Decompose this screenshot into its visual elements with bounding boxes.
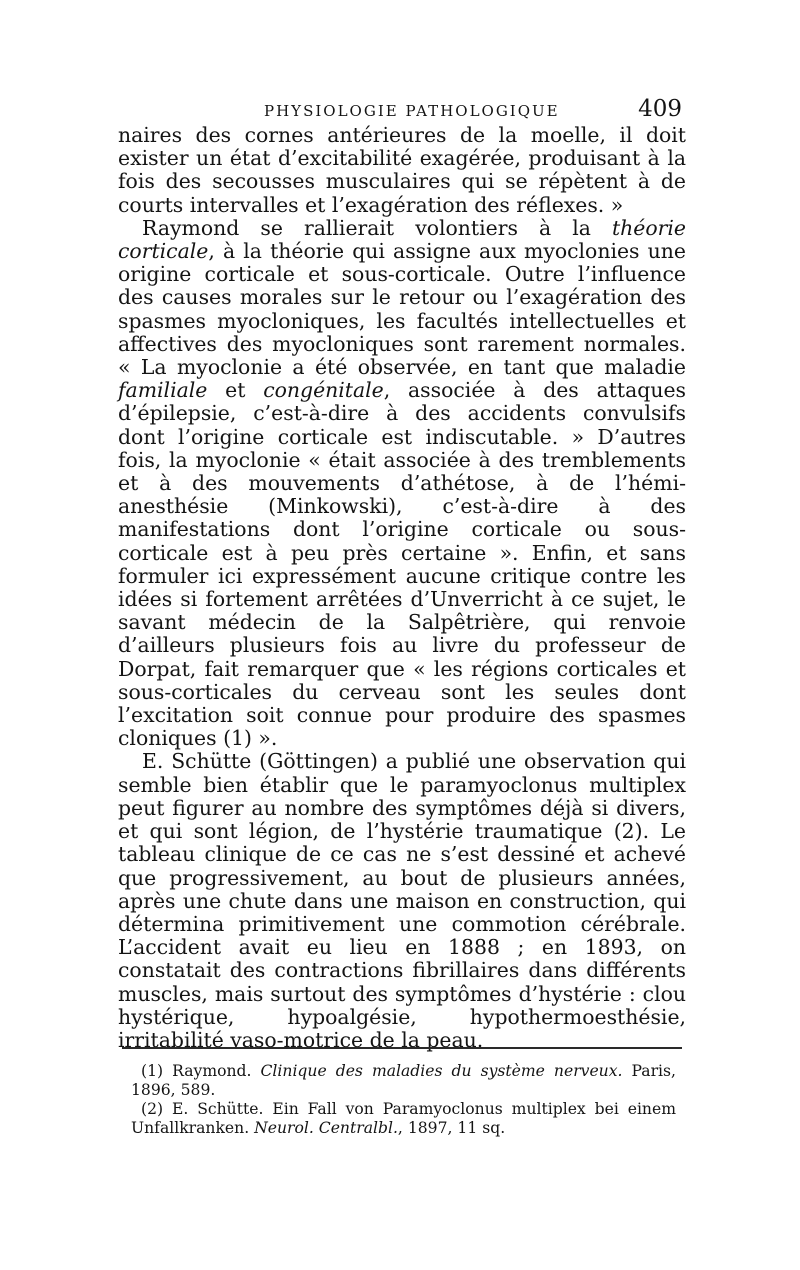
text-run: , 1897, 11 sq. [397,1119,506,1137]
italic-text-run: congénitale [263,378,384,403]
text-run: , à la théorie qui assigne aux myoclonies une origine corticale et sous-corticale. Outre l’influence des causes morales sur le retour ou l’exagération des spasmes myocloniques, les facultés intellectuelles et affectives des myocloniques sont rarement normales. « La myoclonie a été observée, en tant que maladie [118,239,686,380]
text-run: (2) E. Schütte. Ein Fall von Paramyoclonus multiplex bei einem Unfallkranken. [131,1100,676,1137]
page-number: 409 [638,96,682,122]
text-run: (1) Raymond. [141,1062,261,1080]
text-run: et [207,378,264,403]
text-run: Raymond se rallierait volontiers à la [142,215,612,240]
italic-text-run: théorie corticale [118,215,686,264]
italic-text-run: Clinique des maladies du système nerveux. [260,1062,623,1080]
text-run: E. Schütte (Göttingen) a publié une observation qui semble bien établir que le paramyoclonus multiplex peut figurer au nombre des symptômes déjà si divers, et qui sont légion, de l’hystérie traumatique (2). Le tableau clinique de ce cas ne s’est dessiné et achevé que progressivement, au bout de plusieurs années, après une chute dans une maison en construction, qui détermina primitivement une commotion cérébrale. L’accident avait eu lieu en 1888 ; en 1893, on constatait des contractions fibrillaires dans différents muscles, mais surtout des symptômes d’hystérie : clou hystérique, hypoalgésie, hypothermoesthésie, irritabilité vaso-motrice de la peau. [118,749,686,1052]
page-header [122,96,682,126]
paragraph [118,750,686,1052]
footnote [131,1062,676,1100]
footnotes [131,1062,676,1138]
footnote [131,1100,676,1138]
paragraph [118,124,686,217]
text-run: Paris, 1896, 589. [131,1062,676,1099]
running-title: PHYSIOLOGIE PATHOLOGIQUE [264,102,560,120]
footnote-separator [122,1047,682,1049]
italic-text-run: familiale [118,378,208,403]
body-text [118,124,686,1052]
paragraph [118,217,686,751]
text-run: , associée à des attaques d’épilepsie, c’est-à-dire à des accidents convulsifs dont l’origine corticale est indiscutable. » D’autres fois, la myoclonie « était associée à des tremblements et à des mouvements d’athétose, à de l’hémi-anesthésie (Minkowski), c’est-à-dire à des manifestations dont l’origine corticale ou sous-corticale est à peu près certaine ». Enfin, et sans formuler ici expressément aucune critique contre les idées si fortement arrêtées d’Unverricht à ce sujet, le savant médecin de la Salpêtrière, qui renvoie d’ailleurs plusieurs fois au livre du professeur de Dorpat, fait remarquer que « les régions corticales et sous-corticales du cerveau sont les seules dont l’excitation soit connue pour produire des spasmes cloniques (1) ». [118,378,686,751]
italic-text-run: Neurol. Centralbl. [254,1119,398,1137]
text-run: naires des cornes antérieures de la moelle, il doit exister un état d’excitabilité exagérée, produisant à la fois des secousses musculaires qui se répètent à de courts intervalles et l’exagération des réflexes. » [118,123,686,217]
